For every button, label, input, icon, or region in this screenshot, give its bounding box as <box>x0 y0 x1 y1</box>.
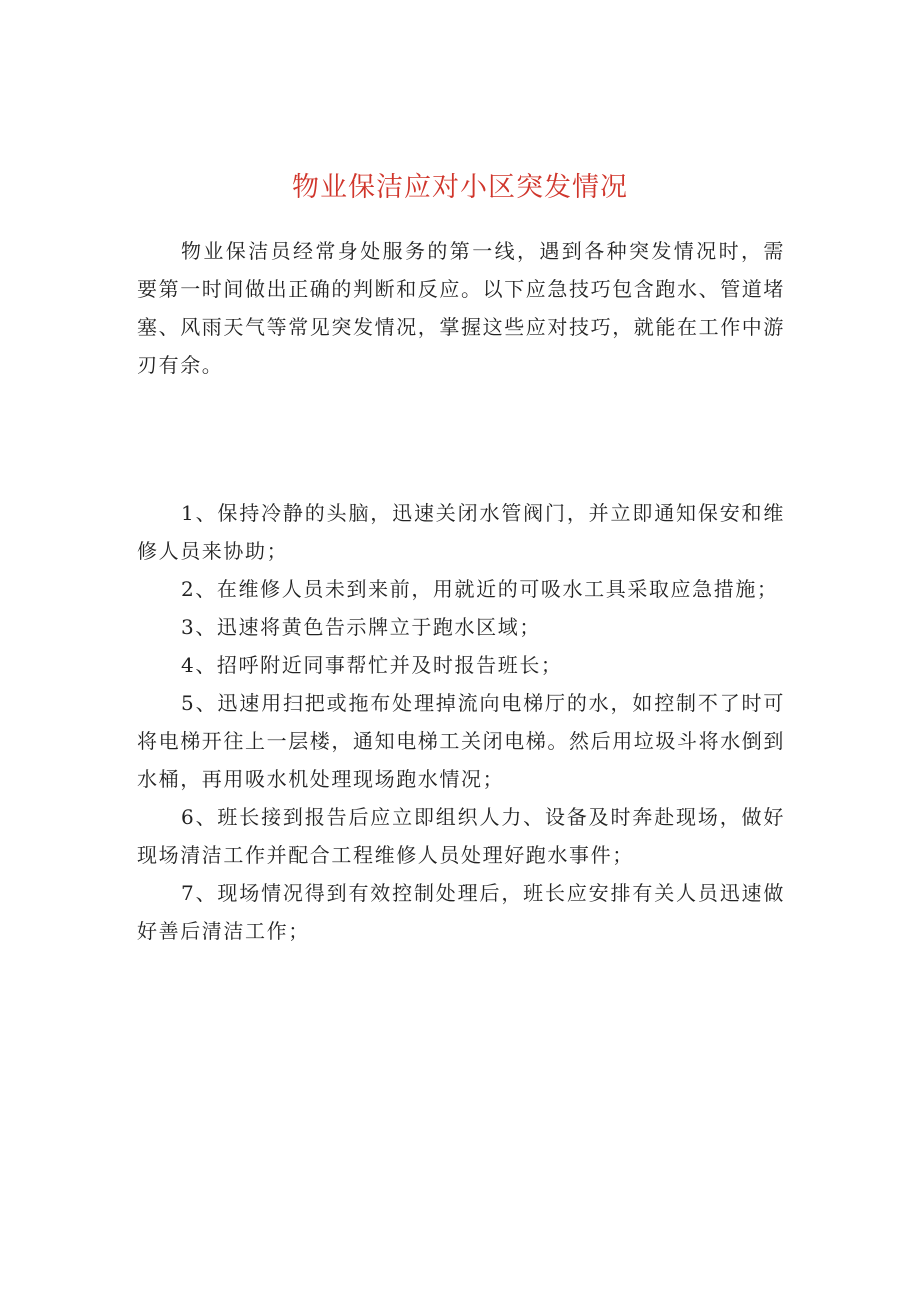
step-item: 2、在维修人员未到来前，用就近的可吸水工具采取应急措施； <box>181 577 779 601</box>
step-item: 7、现场情况得到有效控制处理后，班长应安排有关人员迅速做好善后清洁工作； <box>137 881 785 943</box>
step-item: 4、招呼附近同事帮忙并及时报告班长； <box>181 653 563 677</box>
step-list <box>137 494 785 950</box>
step-item: 1、保持冷静的头脑，迅速关闭水管阀门，并立即通知保安和维修人员来协助； <box>137 501 785 563</box>
step-item: 3、迅速将黄色告示牌立于跑水区域； <box>181 615 541 639</box>
page-title: 物业保洁应对小区突发情况 <box>292 172 628 203</box>
step-item: 5、迅速用扫把或拖布处理掉流向电梯厅的水，如控制不了时可将电梯开往上一层楼，通知电梯工关闭电梯。然后用垃圾斗将水倒到水桶，再用吸水机处理现场跑水情况； <box>137 691 785 791</box>
step-item: 6、班长接到报告后应立即组织人力、设备及时奔赴现场，做好现场清洁工作并配合工程维修人员处理好跑水事件； <box>137 805 785 867</box>
intro-paragraph: 物业保洁员经常身处服务的第一线，遇到各种突发情况时，需要第一时间做出正确的判断和反应。以下应急技巧包含跑水、管道堵塞、风雨天气等常见突发情况，掌握这些应对技巧，就能在工作中游刃有余。 <box>137 239 785 377</box>
